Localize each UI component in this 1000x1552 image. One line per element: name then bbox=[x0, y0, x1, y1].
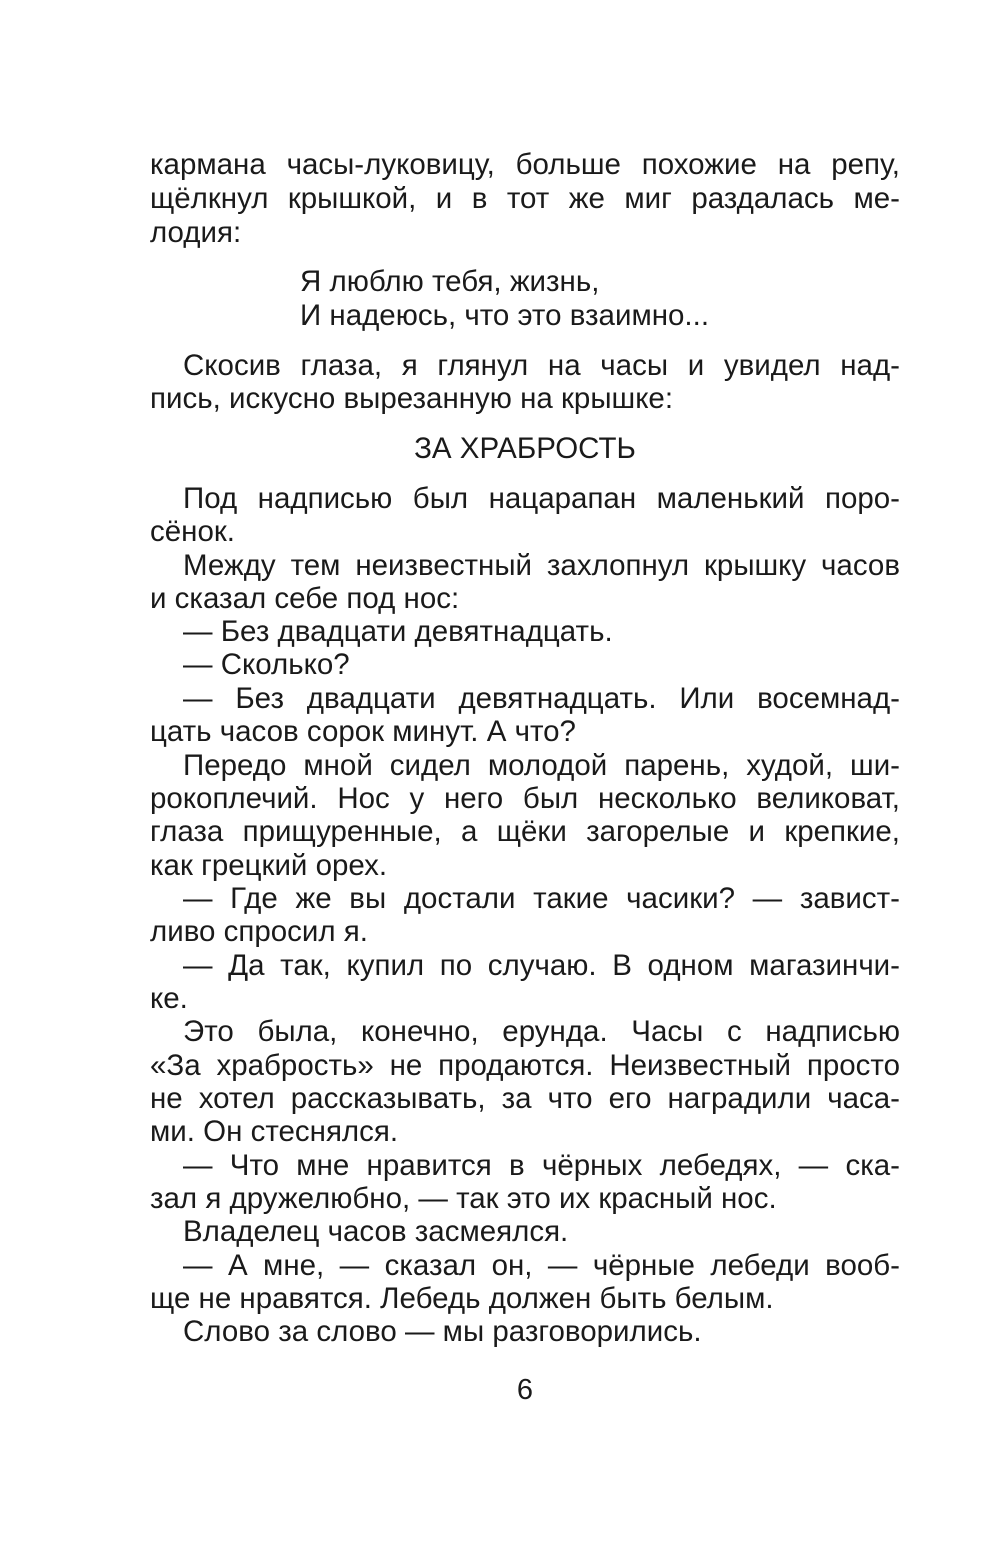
dialogue-line: ще не нравятся. Лебедь должен быть белым. bbox=[150, 1282, 774, 1315]
paragraph-line: Это была, конечно, ерунда. Часы с надписью bbox=[183, 1015, 900, 1048]
verse-line-1: Я люблю тебя, жизнь, bbox=[300, 265, 600, 298]
dialogue-line: зал я дружелюбно, — так это их красный нос. bbox=[150, 1182, 777, 1215]
paragraph-line: Передо мной сидел молодой парень, худой, ши- bbox=[183, 749, 900, 782]
paragraph-line: рокоплечий. Нос у него был несколько великоват, bbox=[150, 782, 900, 815]
intro-line-1: кармана часы-луковицу, больше похожие на репу, bbox=[150, 148, 900, 181]
dialogue-line: — Сколько? bbox=[183, 648, 350, 681]
paragraph-line: ми. Он стеснялся. bbox=[150, 1115, 399, 1148]
glance-line-2: пись, искусно вырезанную на крышке: bbox=[150, 382, 674, 415]
paragraph-line: глаза прищуренные, а щёки загорелые и крепкие, bbox=[150, 815, 900, 848]
paragraph-line: не хотел рассказывать, за что его наградили часа- bbox=[150, 1082, 900, 1115]
intro-line-3: лодия: bbox=[150, 216, 242, 249]
verse-line-2: И надеюсь, что это взаимно... bbox=[300, 299, 710, 332]
paragraph-line: Владелец часов засмеялся. bbox=[183, 1215, 569, 1248]
dialogue-line: — А мне, — сказал он, — чёрные лебеди вооб- bbox=[183, 1249, 900, 1282]
dialogue-line: ливо спросил я. bbox=[150, 915, 368, 948]
paragraph-line: Под надписью был нацарапан маленький поро- bbox=[183, 482, 900, 515]
intro-line-2: щёлкнул крышкой, и в тот же миг раздалась ме- bbox=[150, 182, 900, 215]
page-number: 6 bbox=[516, 1374, 534, 1406]
dialogue-line: — Без двадцати девятнадцать. bbox=[183, 615, 613, 648]
paragraph-line: и сказал себе под нос: bbox=[150, 582, 460, 615]
paragraph-line: Между тем неизвестный захлопнул крышку часов bbox=[183, 549, 900, 582]
dialogue-line: — Без двадцати девятнадцать. Или восемнад- bbox=[183, 682, 900, 715]
paragraph-line: сёнок. bbox=[150, 515, 235, 548]
glance-line-1: Скосив глаза, я глянул на часы и увидел над- bbox=[183, 349, 900, 382]
dialogue-line: — Что мне нравится в чёрных лебедях, — ска- bbox=[183, 1149, 900, 1182]
dialogue-line: цать часов сорок минут. А что? bbox=[150, 715, 576, 748]
paragraph-line: «За храбрость» не продаются. Неизвестный просто bbox=[150, 1049, 900, 1082]
dialogue-line: — Да так, купил по случаю. В одном магазинчи- bbox=[183, 949, 900, 982]
inscription-heading: ЗА ХРАБРОСТЬ bbox=[414, 432, 636, 465]
paragraph-line: Слово за слово — мы разговорились. bbox=[183, 1315, 702, 1348]
dialogue-line: ке. bbox=[150, 982, 188, 1015]
paragraph-line: как грецкий орех. bbox=[150, 849, 388, 882]
dialogue-line: — Где же вы достали такие часики? — завист- bbox=[183, 882, 900, 915]
